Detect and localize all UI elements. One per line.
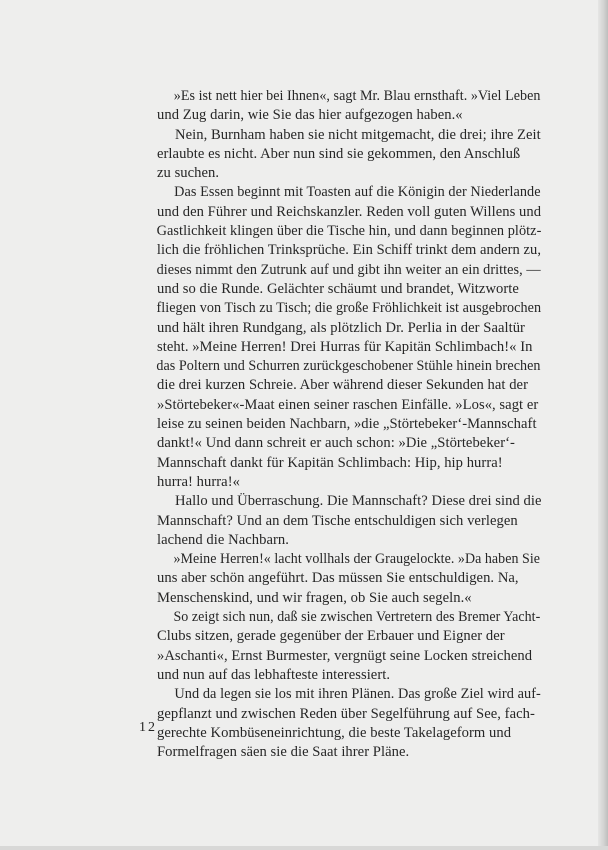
- text-line: Menschenskind, und wir fragen, ob Sie auch segeln.«: [157, 589, 472, 606]
- paragraph: [139, 126, 541, 184]
- text-line: und den Führer und Reichskanzler. Reden voll guten Willens und: [157, 203, 542, 220]
- text-line: gepflanzt und zwischen Reden über Segelführung auf See, fach-: [157, 705, 535, 722]
- text-line: hurra! hurra!«: [157, 473, 240, 490]
- text-line: und hält ihren Rundgang, als plötzlich Dr. Perlia in der Saaltür: [157, 319, 525, 336]
- text-line: »Meine Herren!« lacht vollhals der Graugelockte. »Da haben Sie: [173, 551, 541, 568]
- text-line: Hallo und Überraschung. Die Mannschaft? Diese drei sind die: [175, 493, 542, 510]
- text-line: steht. »Meine Herren! Drei Hurras für Kapitän Schlimbach!« In: [157, 338, 533, 355]
- paragraph: [139, 183, 541, 492]
- text-line: Mannschaft? Und an dem Tische entschuldigen sich verlegen: [157, 512, 518, 529]
- text-line: »Aschanti«, Ernst Burmester, vergnügt seine Locken streichend: [157, 647, 533, 664]
- text-line: Nein, Burnham haben sie nicht mitgemacht, die drei; ihre Zeit: [175, 126, 541, 143]
- text-line: Das Essen beginnt mit Toasten auf die Königin der Niederlande: [174, 184, 541, 201]
- text-line: und nun auf das lebhafteste interessiert.: [157, 666, 391, 683]
- text-line: lich die fröhlichen Trinksprüche. Ein Schiff trinkt dem andern zu,: [156, 242, 542, 259]
- paragraph: [139, 608, 541, 685]
- text-line: und so die Runde. Gelächter schäumt und brandet, Witzworte: [157, 280, 519, 297]
- page-bottom-edge: [0, 846, 608, 850]
- text-line: dankt!« Und dann schreit er auch schon: »Die „Störtebeker‘-: [157, 435, 515, 452]
- text-line: »Es ist nett hier bei Ihnen«, sagt Mr. Blau ernsthaft. »Viel Leben: [173, 88, 541, 104]
- text-line: Formelfragen säen sie die Saat ihrer Pläne.: [157, 744, 410, 761]
- text-line: gerechte Kombüseneinrichtung, die beste Takelageform und: [157, 724, 512, 741]
- page-edge-shadow: [598, 0, 608, 850]
- text-line: »Störtebeker«-Maat einen seiner raschen Einfälle. »Los«, sagt er: [157, 396, 539, 413]
- text-line: leise zu seinen beiden Nachbarn, »die „Störtebeker‘-Mannschaft: [157, 416, 537, 433]
- text-line: So zeigt sich nun, daß sie zwischen Vertretern des Bremer Yacht-: [173, 609, 541, 626]
- paragraph: [139, 685, 541, 762]
- text-line: lachend die Nachbarn.: [157, 531, 289, 548]
- paragraph: [139, 492, 541, 550]
- text-line: die drei kurzen Schreie. Aber während dieser Sekunden hat der: [157, 377, 528, 394]
- text-line: Und da legen sie los mit ihren Plänen. Das große Ziel wird auf-: [174, 686, 541, 703]
- paragraph: [139, 550, 541, 608]
- text-line: fliegen von Tisch zu Tisch; die große Fröhlichkeit ist ausgebrochen: [156, 300, 542, 317]
- text-line: dieses nimmt den Zutrunk auf und gibt ihn weiter an ein drittes, —: [156, 261, 541, 278]
- text-line: Mannschaft dankt für Kapitän Schlimbach: Hip, hip hurra!: [157, 454, 503, 471]
- page-number: 12: [139, 720, 157, 735]
- paragraph: [139, 87, 541, 126]
- body-text: [139, 87, 541, 762]
- text-line: zu suchen.: [157, 165, 220, 182]
- text-line: das Poltern und Schurren zurückgeschobener Stühle hinein brechen: [156, 358, 541, 375]
- text-line: und Zug darin, wie Sie das hier aufgezogen haben.«: [157, 107, 463, 124]
- text-line: Gastlichkeit klingen über die Tische hin, und dann beginnen plötz-: [156, 223, 542, 240]
- text-line: erlaubte es nicht. Aber nun sind sie gekommen, den Anschluß: [157, 145, 521, 162]
- text-line: Clubs sitzen, gerade gegenüber der Erbauer und Eigner der: [157, 628, 505, 645]
- text-line: uns aber schön angeführt. Das müssen Sie entschuldigen. Na,: [157, 570, 519, 587]
